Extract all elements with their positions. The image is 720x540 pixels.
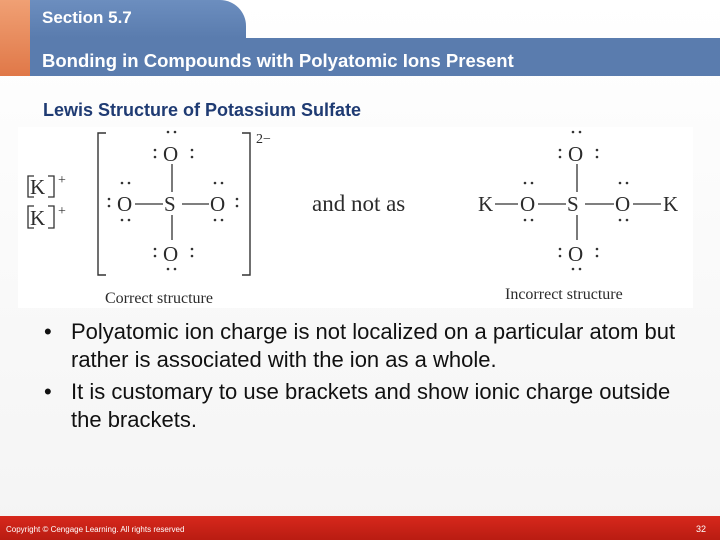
- bullet-text: It is customary to use brackets and show ionic charge outside the brackets.: [71, 379, 671, 432]
- potassium-symbol: K: [30, 175, 46, 199]
- oxygen-bottom: O: [163, 242, 179, 266]
- oxygen-left: O: [520, 192, 536, 216]
- copyright-text: Copyright © Cengage Learning. All rights reserved: [6, 525, 185, 534]
- potassium-right: K: [663, 192, 679, 216]
- oxygen-top: O: [568, 142, 584, 166]
- plus-charge: +: [58, 204, 66, 219]
- potassium-ion-1: [28, 173, 66, 199]
- oxygen-top: O: [163, 142, 179, 166]
- potassium-left: K: [478, 192, 494, 216]
- bullet-item: [44, 318, 694, 374]
- plus-charge: +: [58, 173, 66, 188]
- and-not-as-text: and not as: [312, 191, 406, 216]
- bullet-dot-icon: •: [44, 379, 52, 404]
- bullet-dot-icon: •: [44, 319, 52, 344]
- bullet-item: [44, 378, 694, 434]
- incorrect-structure-caption: Incorrect structure: [505, 286, 623, 303]
- bullet-text: Polyatomic ion charge is not localized on a particular atom but rather is associated with the ion as a whole.: [71, 319, 676, 372]
- bullet-list: [44, 318, 694, 438]
- right-bracket: [242, 133, 250, 275]
- lewis-structure-diagram: [18, 127, 693, 308]
- sulfate-charge: 2−: [256, 132, 271, 147]
- oxygen-right: O: [615, 192, 631, 216]
- sulfur-center: S: [164, 192, 176, 216]
- page-number: 32: [695, 524, 706, 534]
- sulfate-correct: [108, 131, 239, 271]
- oxygen-right: O: [210, 192, 226, 216]
- potassium-ion-2: [28, 204, 66, 230]
- sulfate-incorrect: [478, 131, 678, 271]
- correct-structure-caption: Correct structure: [105, 290, 213, 307]
- potassium-symbol: K: [30, 206, 46, 230]
- oxygen-bottom: O: [568, 242, 584, 266]
- slide-title: Bonding in Compounds with Polyatomic Ions Present: [42, 50, 514, 71]
- oxygen-left: O: [117, 192, 133, 216]
- orange-accent-bar: [0, 0, 30, 76]
- lewis-structure-figure: [18, 127, 693, 308]
- section-label: Section 5.7: [42, 8, 132, 27]
- left-bracket: [98, 133, 106, 275]
- slide-subtitle: Lewis Structure of Potassium Sulfate: [43, 100, 362, 120]
- sulfur-center: S: [567, 192, 579, 216]
